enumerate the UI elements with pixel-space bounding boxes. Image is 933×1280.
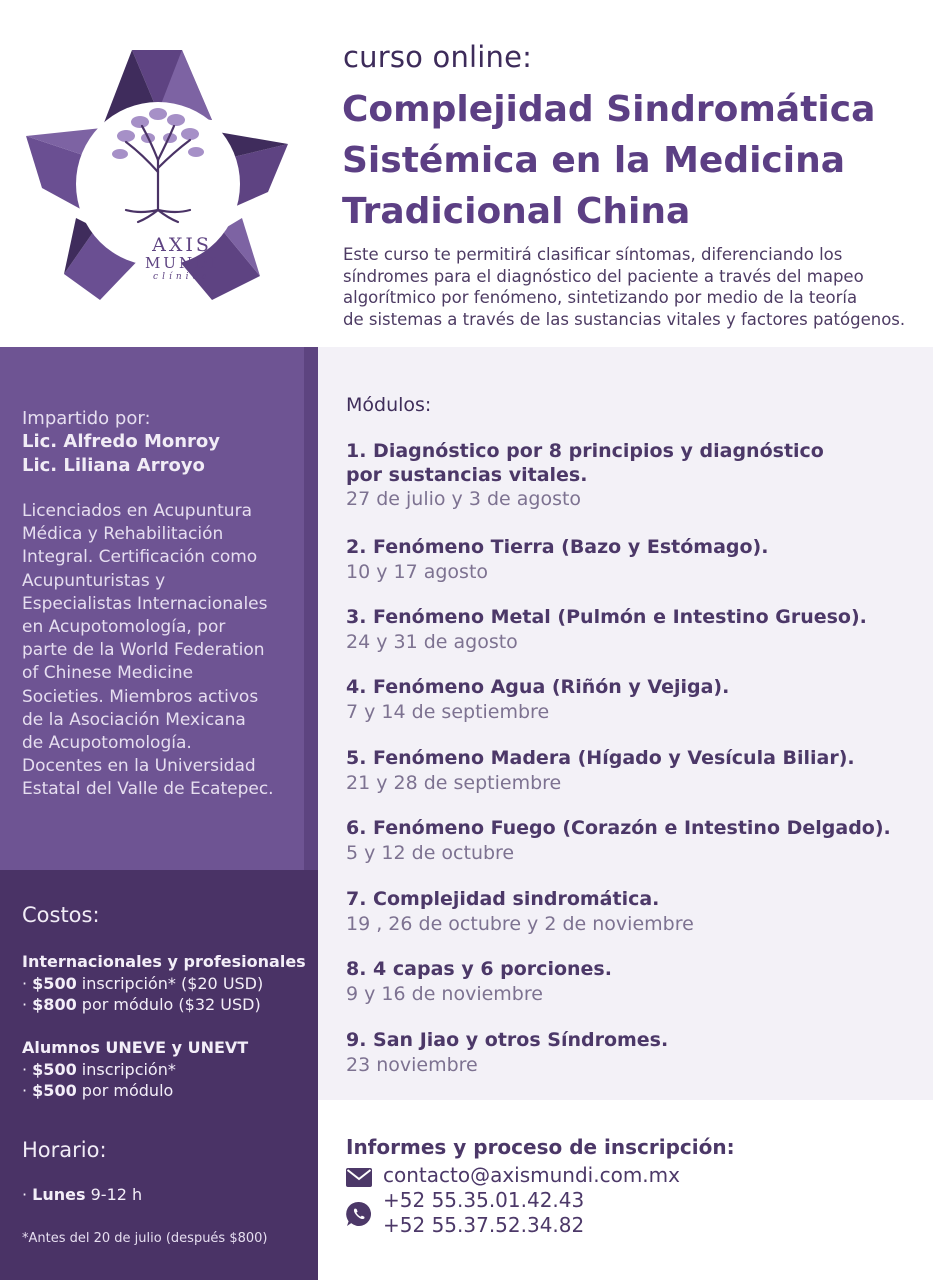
cost-amount: $800 — [32, 995, 77, 1014]
cost-group-name: Alumnos UNEVE y UNEVT — [22, 1038, 249, 1057]
envelope-icon — [346, 1168, 372, 1187]
module-title: 7. Complejidad sindromática. — [346, 888, 660, 910]
logo-word-mundi: MUNDI — [144, 254, 220, 272]
module-dates: 9 y 16 de noviembre — [346, 982, 543, 1005]
schedule-day: Lunes — [32, 1185, 86, 1204]
description-line: algorítmico por fenómeno, sintetizando por medio de la teoría — [343, 288, 858, 307]
cost-group-international — [22, 951, 306, 1016]
instructor-name: Lic. Alfredo Monroy — [22, 431, 221, 452]
module-title: 6. Fenómeno Fuego (Corazón e Intestino Delgado). — [346, 817, 891, 839]
module-item-9 — [346, 1029, 926, 1077]
cost-group-name: Internacionales y profesionales — [22, 952, 306, 971]
bio-line: Estatal del Valle de Ecatepec. — [22, 779, 274, 800]
description-line: síndromes para el diagnóstico del paciente a través del mapeo — [343, 266, 864, 286]
imparted-by-label: Impartido por: — [22, 408, 151, 429]
bullet: · — [22, 1059, 33, 1079]
schedule-hours: 9-12 h — [85, 1185, 143, 1204]
module-dates: 10 y 17 agosto — [346, 560, 489, 583]
cost-amount: $500 — [32, 1081, 77, 1100]
cost-detail: por módulo ($32 USD) — [76, 995, 261, 1014]
bullet: · — [22, 995, 33, 1014]
course-kicker: curso online: — [343, 40, 533, 74]
costs-heading: Costos: — [22, 903, 100, 927]
module-dates: 7 y 14 de septiembre — [346, 700, 550, 723]
bullet: · — [22, 1081, 33, 1100]
cost-amount: $500 — [32, 1059, 77, 1079]
bio-line: en Acupotomología, por — [22, 617, 226, 638]
module-title: 5. Fenómeno Madera (Hígado y Vesícula Biliar). — [346, 747, 855, 769]
module-item-3 — [346, 606, 926, 654]
bio-line: Especialistas Internacionales — [22, 593, 268, 614]
bio-line: Médica y Rehabilitación — [22, 524, 224, 545]
whatsapp-icon — [346, 1201, 372, 1227]
description-line: de sistemas a través de las sustancias vitales y factores patógenos. — [343, 309, 906, 329]
description-line: Este curso te permitirá clasificar síntomas, diferenciando los — [343, 245, 843, 264]
module-title: 1. Diagnóstico por 8 principios y diagnóstico — [346, 440, 824, 462]
module-item-7 — [346, 888, 926, 936]
cost-line — [22, 1080, 248, 1102]
course-title-line: Complejidad Sindromática — [342, 89, 876, 130]
bio-line: Licenciados en Acupuntura — [22, 501, 252, 521]
module-item-2 — [346, 536, 926, 584]
contact-email-link[interactable]: contacto@axismundi.com.mx — [383, 1163, 680, 1187]
course-description — [343, 244, 928, 330]
module-title: 4. Fenómeno Agua (Riñón y Vejiga). — [346, 676, 730, 698]
module-item-8 — [346, 958, 926, 1006]
instructor-names — [22, 430, 220, 478]
module-title: por sustancias vitales. — [346, 463, 588, 486]
module-dates: 19 , 26 de octubre y 2 de noviembre — [346, 912, 694, 935]
logo-word-clinica: clínica — [153, 272, 211, 282]
bio-line: de la Asociación Mexicana — [22, 709, 246, 730]
bio-line: Docentes en la Universidad — [22, 756, 256, 777]
module-dates: 5 y 12 de octubre — [346, 841, 515, 864]
bio-line: Integral. Certificación como — [22, 547, 258, 568]
cost-line — [22, 1059, 248, 1081]
module-item-1 — [346, 440, 926, 511]
bio-line: Acupunturistas y — [22, 570, 166, 591]
schedule-line — [22, 1185, 142, 1204]
course-title-line: Tradicional China — [342, 191, 691, 232]
module-title: 8. 4 capas y 6 porciones. — [346, 958, 612, 980]
instructor-name: Lic. Liliana Arroyo — [22, 455, 205, 476]
cost-line — [22, 994, 306, 1016]
cost-detail: inscripción* — [76, 1059, 176, 1079]
cost-group-students — [22, 1037, 248, 1102]
cost-detail: inscripción* ($20 USD) — [76, 973, 264, 993]
module-title: 3. Fenómeno Metal (Pulmón e Intestino Grueso). — [346, 606, 867, 628]
axis-mundi-logo — [22, 42, 294, 304]
module-title: 9. San Jiao y otros Síndromes. — [346, 1029, 669, 1051]
module-dates: 24 y 31 de agosto — [346, 630, 518, 653]
logo-wordmark — [102, 235, 262, 283]
bio-line: of Chinese Medicine — [22, 663, 194, 684]
course-title-line: Sistémica en la Medicina — [342, 140, 846, 181]
contact-phone-link[interactable]: +52 55.37.52.34.82 — [383, 1213, 585, 1237]
bio-line: de Acupotomología. — [22, 733, 192, 754]
cost-detail: por módulo — [76, 1081, 174, 1100]
bullet: · — [22, 973, 33, 993]
logo-word-axis: AXIS — [152, 234, 212, 256]
module-item-6 — [346, 817, 926, 865]
contact-phone-link[interactable]: +52 55.35.01.42.43 — [383, 1188, 585, 1212]
sidebar-divider-strip — [304, 347, 318, 870]
module-item-4 — [346, 676, 926, 724]
module-dates: 21 y 28 de septiembre — [346, 771, 562, 794]
bullet: · — [22, 1185, 33, 1204]
course-title — [342, 84, 927, 237]
price-footnote: *Antes del 20 de julio (después $800) — [22, 1231, 268, 1246]
instructor-bio — [22, 500, 302, 802]
schedule-heading: Horario: — [22, 1138, 107, 1162]
bio-line: parte de la World Federation — [22, 640, 265, 661]
module-item-5 — [346, 747, 926, 795]
module-dates: 27 de julio y 3 de agosto — [346, 488, 582, 510]
module-title: 2. Fenómeno Tierra (Bazo y Estómago). — [346, 536, 769, 558]
cost-line — [22, 973, 306, 995]
modules-heading: Módulos: — [346, 394, 432, 416]
module-dates: 23 noviembre — [346, 1053, 478, 1076]
contact-heading: Informes y proceso de inscripción: — [346, 1135, 735, 1159]
bio-line: Societies. Miembros activos — [22, 686, 259, 707]
cost-amount: $500 — [32, 973, 77, 993]
